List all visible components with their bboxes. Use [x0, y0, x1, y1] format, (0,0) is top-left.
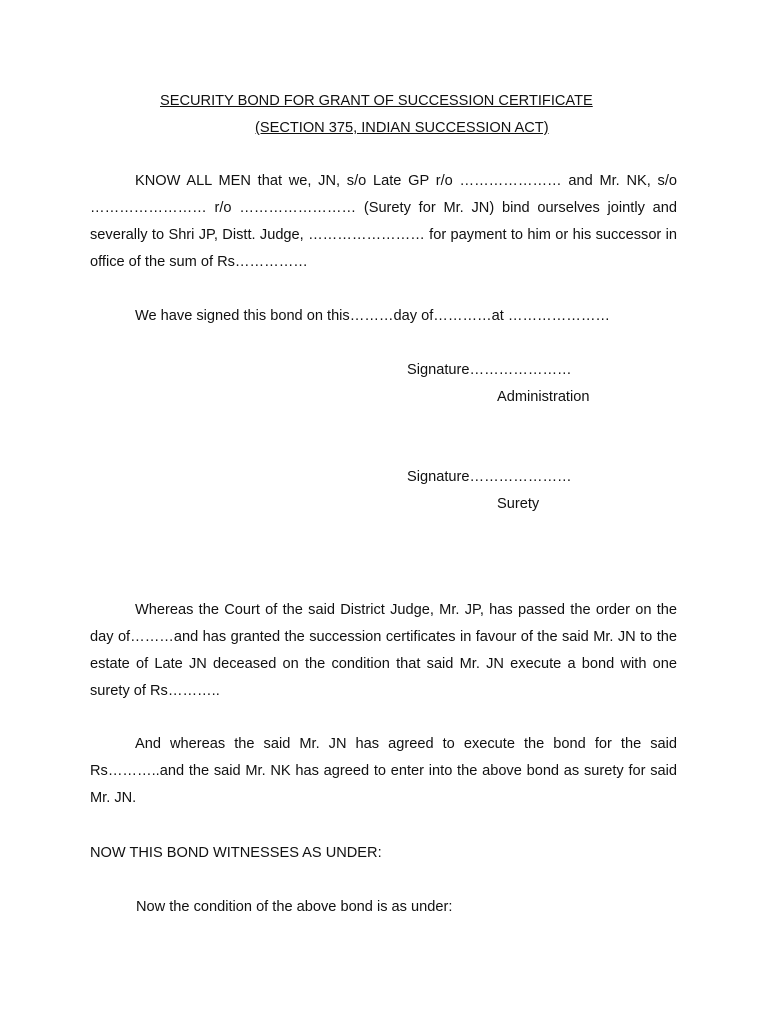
signature-role-surety: Surety [497, 496, 540, 512]
signature-role-administration: Administration [497, 389, 590, 405]
paragraph-signed [90, 303, 677, 330]
document-subtitle: (SECTION 375, INDIAN SUCCESSION ACT) [255, 120, 549, 136]
paragraph-know-all-men-text: KNOW ALL MEN that we, JN, s/o Late GP r/o ………………… and Mr. NK, s/o …………………… r/o …………………… (Surety for Mr. JN) bind ourselves jointly and severally to Shri JP, Distt. Judge, …………………… for payment to him or his successor in office of the sum of Rs…………… [90, 173, 677, 270]
paragraph-condition: Now the condition of the above bond is as under: [136, 899, 453, 915]
paragraph-know-all-men [90, 168, 677, 276]
paragraph-whereas-text: Whereas the Court of the said District Judge, Mr. JP, has passed the order on the day of………and has granted the succession certificates in favour of the said Mr. JN to the estate of Late JN deceased on the condition that said Mr. JN execute a bond with one surety of Rs……….. [90, 602, 677, 699]
paragraph-and-whereas-text: And whereas the said Mr. JN has agreed to execute the bond for the said Rs………..and the said Mr. NK has agreed to enter into the above bond as surety for said Mr. JN. [90, 736, 677, 806]
paragraph-and-whereas [90, 731, 677, 812]
heading-bond-witnesses: NOW THIS BOND WITNESSES AS UNDER: [90, 845, 382, 861]
document-title: SECURITY BOND FOR GRANT OF SUCCESSION CERTIFICATE [160, 93, 593, 109]
paragraph-whereas [90, 597, 677, 705]
paragraph-signed-text: We have signed this bond on this………day of…………at ………………… [135, 308, 611, 324]
signature-line-surety: Signature………………… [407, 469, 572, 485]
signature-line-administration: Signature………………… [407, 362, 572, 378]
